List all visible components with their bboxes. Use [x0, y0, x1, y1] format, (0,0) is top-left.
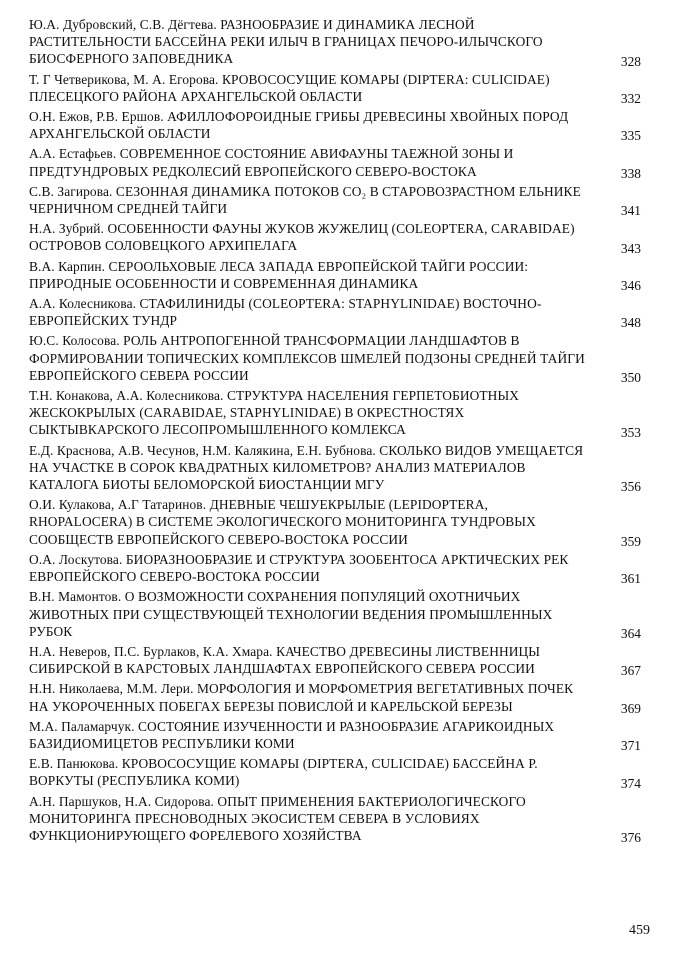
toc-entry-title: О ВОЗМОЖНОСТИ СОХРАНЕНИЯ ПОПУЛЯЦИЙ ОХОТНИЧЬИХ ЖИВОТНЫХ ПРИ СУЩЕСТВУЮЩЕЙ ТЕХНОЛОГИИ ВЕДЕНИЯ ПРОМЫШЛЕННЫХ РУБОК: [29, 589, 553, 639]
toc-entry: [29, 643, 641, 677]
toc-entry-page-number: 328: [620, 53, 641, 69]
toc-entry-authors: О.А. Лоскутова.: [29, 551, 123, 567]
toc-entry-text: [29, 332, 589, 384]
toc-entry-text: [29, 442, 589, 494]
toc-entry-page-number: 376: [620, 830, 641, 846]
toc-entry-page-number: 353: [620, 424, 641, 440]
toc-entry: [29, 551, 641, 585]
toc-entry-text: [29, 718, 589, 752]
toc-entry: [29, 718, 641, 752]
toc-entry-page-number: 374: [620, 775, 641, 791]
toc-entry-authors: А.А. Естафьев.: [29, 146, 117, 162]
toc-entry-title: БИОРАЗНООБРАЗИЕ И СТРУКТУРА ЗООБЕНТОСА АРКТИЧЕСКИХ РЕК ЕВРОПЕЙСКОГО СЕВЕРО-ВОСТОКА РОССИИ: [29, 551, 569, 585]
toc-entry-text: [29, 145, 589, 179]
toc-entry-page-number: 335: [620, 128, 641, 144]
toc-entry-page-number: 350: [620, 370, 641, 386]
toc-entry-title: СОСТОЯНИЕ ИЗУЧЕННОСТИ И РАЗНООБРАЗИЕ АГАРИКОИДНЫХ БАЗИДИОМИЦЕТОВ РЕСПУБЛИКИ КОМИ: [29, 718, 555, 751]
toc-entry-title: ДНЕВНЫЕ ЧЕШУЕКРЫЛЫЕ (LEPIDOPTERA, RHOPALOCERA) В СИСТЕМЕ ЭКОЛОГИЧЕСКОГО МОНИТОРИНГА ТУНДРОВЫХ СООБЩЕСТВ ЕВРОПЕЙСКОГО СЕВЕРО-ВОСТОКА РОССИИ: [29, 497, 536, 547]
toc-entry-page-number: 367: [620, 663, 641, 679]
toc-entry: [29, 220, 641, 254]
toc-entry-title: КРОВОСОСУЩИЕ КОМАРЫ (DIPTERA: CULICIDAE) ПЛЕСЕЦКОГО РАЙОНА АРХАНГЕЛЬСКОЙ ОБЛАСТИ: [29, 71, 550, 104]
toc-entry: [29, 793, 641, 845]
toc-entry-text: [29, 643, 589, 677]
toc-entry: [29, 442, 641, 494]
toc-entry-title: МОРФОЛОГИЯ И МОРФОМЕТРИЯ ВЕГЕТАТИВНЫХ ПОЧЕК НА УКОРОЧЕННЫХ ПОБЕГАХ БЕРЕЗЫ ПОВИСЛОЙ И КАРЕЛЬСКОЙ БЕРЕЗЫ: [29, 681, 574, 714]
toc-entry-authors: Н.А. Зубрий.: [29, 221, 104, 237]
toc-entry-authors: Н.Н. Николаева, М.М. Лери.: [29, 681, 194, 697]
toc-entry-authors: О.Н. Ежов, Р.В. Ершов.: [29, 109, 164, 125]
toc-entry: [29, 755, 641, 789]
toc-entry-authors: А.Н. Паршуков, Н.А. Сидорова.: [29, 793, 214, 809]
toc-entry-authors: М.А. Паламарчук.: [29, 718, 135, 734]
toc-entry-page-number: 348: [620, 315, 641, 331]
toc-entry-page-number: 338: [620, 165, 641, 181]
toc-entry-title: ОСОБЕННОСТИ ФАУНЫ ЖУКОВ ЖУЖЕЛИЦ (COLEOPTERA, CARABIDAE) ОСТРОВОВ СОЛОВЕЦКОГО АРХИПЕЛАГА: [29, 221, 575, 254]
toc-entry-text: [29, 71, 589, 105]
toc-entry-title: СЕРООЛЬХОВЫЕ ЛЕСА ЗАПАДА ЕВРОПЕЙСКОЙ ТАЙГИ РОССИИ: ПРИРОДНЫЕ ОСОБЕННОСТИ И СОВРЕМЕННАЯ ДИНАМИКА: [29, 258, 529, 291]
toc-entry-title: КРОВОСОСУЩИЕ КОМАРЫ (DIPTERA, CULICIDAE) БАССЕЙНА Р. ВОРКУТЫ (РЕСПУБЛИКА КОМИ): [29, 756, 538, 789]
toc-entry-page-number: 364: [620, 625, 641, 641]
toc-entry-text: [29, 680, 589, 714]
page-number: 459: [629, 923, 650, 938]
toc-entry-page-number: 346: [620, 278, 641, 294]
toc-entry: [29, 145, 641, 179]
toc-entry-page-number: 359: [620, 533, 641, 549]
toc-entry-authors: Ю.А. Дубровский, С.В. Дёгтева.: [29, 17, 217, 32]
toc-entry: [29, 680, 641, 714]
toc-entry-page-number: 356: [620, 479, 641, 495]
table-of-contents: [29, 16, 641, 847]
toc-entry-text: [29, 220, 589, 254]
toc-entry-text: [29, 108, 589, 142]
toc-entry-authors: Е.В. Панюкова.: [29, 756, 119, 772]
toc-entry: [29, 588, 641, 640]
toc-entry-title: РАЗНООБРАЗИЕ И ДИНАМИКА ЛЕСНОЙ РАСТИТЕЛЬНОСТИ БАССЕЙНА РЕКИ ИЛЫЧ В ГРАНИЦАХ ПЕЧОРО-ИЛЫЧСКОГО БИОСФЕРНОГО ЗАПОВЕДНИКА: [29, 17, 543, 67]
toc-entry-page-number: 369: [620, 700, 641, 716]
toc-entry-title: СОВРЕМЕННОЕ СОСТОЯНИЕ АВИФАУНЫ ТАЕЖНОЙ ЗОНЫ И ПРЕДТУНДРОВЫХ РЕДКОЛЕСИЙ ЕВРОПЕЙСКОГО СЕВЕРО-ВОСТОКА: [29, 146, 514, 179]
toc-entry-text: [29, 258, 589, 292]
toc-entry-text: [29, 496, 589, 548]
toc-entry-authors: Н.А. Неверов, П.С. Бурлаков, К.А. Хмара.: [29, 643, 273, 659]
toc-entry: [29, 387, 641, 439]
toc-entry-authors: Е.Д. Краснова, А.В. Чесунов, Н.М. Калякина, Е.Н. Бубнова.: [29, 442, 376, 458]
toc-entry-title: СТРУКТУРА НАСЕЛЕНИЯ ГЕРПЕТОБИОТНЫХ ЖЕСКОКРЫЛЫХ (CARABIDAE, STAPHYLINIDAE) В ОКРЕСТНОСТЯХ СЫКТЫВКАРСКОГО ЛЕСОПРОМЫШЛЕННОГО КОМЛЕКСА: [29, 388, 519, 438]
toc-entry-page-number: 332: [620, 91, 641, 107]
toc-entry-authors: О.И. Кулакова, А.Г Татаринов.: [29, 497, 207, 513]
toc-entry: [29, 108, 641, 142]
toc-entry: [29, 71, 641, 105]
toc-entry-title: СКОЛЬКО ВИДОВ УМЕЩАЕТСЯ НА УЧАСТКЕ В СОРОК КВАДРАТНЫХ КИЛОМЕТРОВ? АНАЛИЗ МАТЕРИАЛОВ КАТАЛОГА БИОТЫ БЕЛОМОРСКОЙ БИОСТАНЦИИ МГУ: [29, 442, 584, 493]
toc-entry: [29, 183, 641, 217]
toc-entry-text: [29, 551, 589, 585]
toc-entry-authors: В.А. Карпин.: [29, 258, 106, 274]
toc-entry-title: КАЧЕСТВО ДРЕВЕСИНЫ ЛИСТВЕННИЦЫ СИБИРСКОЙ В КАРСТОВЫХ ЛАНДШАФТАХ ЕВРОПЕЙСКОГО СЕВЕРА РОССИИ: [29, 643, 541, 677]
toc-entry: [29, 258, 641, 292]
toc-entry-text: [29, 16, 589, 68]
toc-entry-text: [29, 183, 589, 217]
toc-entry-text: [29, 387, 589, 439]
toc-entry-authors: Т. Г Четверикова, М. А. Егорова.: [29, 71, 219, 87]
toc-entry-authors: С.В. Загирова.: [29, 183, 113, 199]
toc-entry-title: СЕЗОННАЯ ДИНАМИКА ПОТОКОВ CO₂ В СТАРОВОЗРАСТНОМ ЕЛЬНИКЕ ЧЕРНИЧНОМ СРЕДНЕЙ ТАЙГИ: [29, 183, 581, 217]
toc-entry-text: [29, 793, 589, 845]
toc-entry-page-number: 361: [620, 571, 641, 587]
toc-entry-authors: В.Н. Мамонтов.: [29, 589, 122, 605]
toc-entry-text: [29, 295, 589, 329]
toc-entry-title: РОЛЬ АНТРОПОГЕННОЙ ТРАНСФОРМАЦИИ ЛАНДШАФТОВ В ФОРМИРОВАНИИ ТОПИЧЕСКИХ КОМПЛЕКСОВ ШМЕЛЕЙ ПОДЗОНЫ СРЕДНЕЙ ТАЙГИ ЕВРОПЕЙСКОГО СЕВЕРА РОССИИ: [29, 333, 585, 383]
toc-entry-page-number: 341: [620, 203, 641, 219]
toc-entry-text: [29, 588, 589, 640]
toc-entry: [29, 16, 641, 68]
toc-entry: [29, 295, 641, 329]
toc-entry-title: ОПЫТ ПРИМЕНЕНИЯ БАКТЕРИОЛОГИЧЕСКОГО МОНИТОРИНГА ПРЕСНОВОДНЫХ ЭКОСИСТЕМ СЕВЕРА В УСЛОВИЯХ ФУНКЦИОНИРУЮЩЕГО ФОРЕЛЕВОГО ХОЗЯЙСТВА: [29, 793, 526, 843]
toc-entry: [29, 496, 641, 548]
toc-entry-title: СТАФИЛИНИДЫ (COLEOPTERA: STAPHYLINIDAE) ВОСТОЧНО-ЕВРОПЕЙСКИХ ТУНДР: [29, 296, 542, 329]
toc-entry-title: АФИЛЛОФОРОИДНЫЕ ГРИБЫ ДРЕВЕСИНЫ ХВОЙНЫХ ПОРОД АРХАНГЕЛЬСКОЙ ОБЛАСТИ: [29, 109, 569, 142]
toc-entry: [29, 332, 641, 384]
toc-entry-text: [29, 755, 589, 789]
toc-entry-page-number: 371: [620, 738, 641, 754]
toc-entry-authors: Т.Н. Конакова, А.А. Колесникова.: [29, 388, 224, 404]
toc-entry-page-number: 343: [620, 240, 641, 256]
toc-entry-authors: Ю.С. Колосова.: [29, 333, 120, 349]
toc-entry-authors: А.А. Колесникова.: [29, 296, 137, 312]
